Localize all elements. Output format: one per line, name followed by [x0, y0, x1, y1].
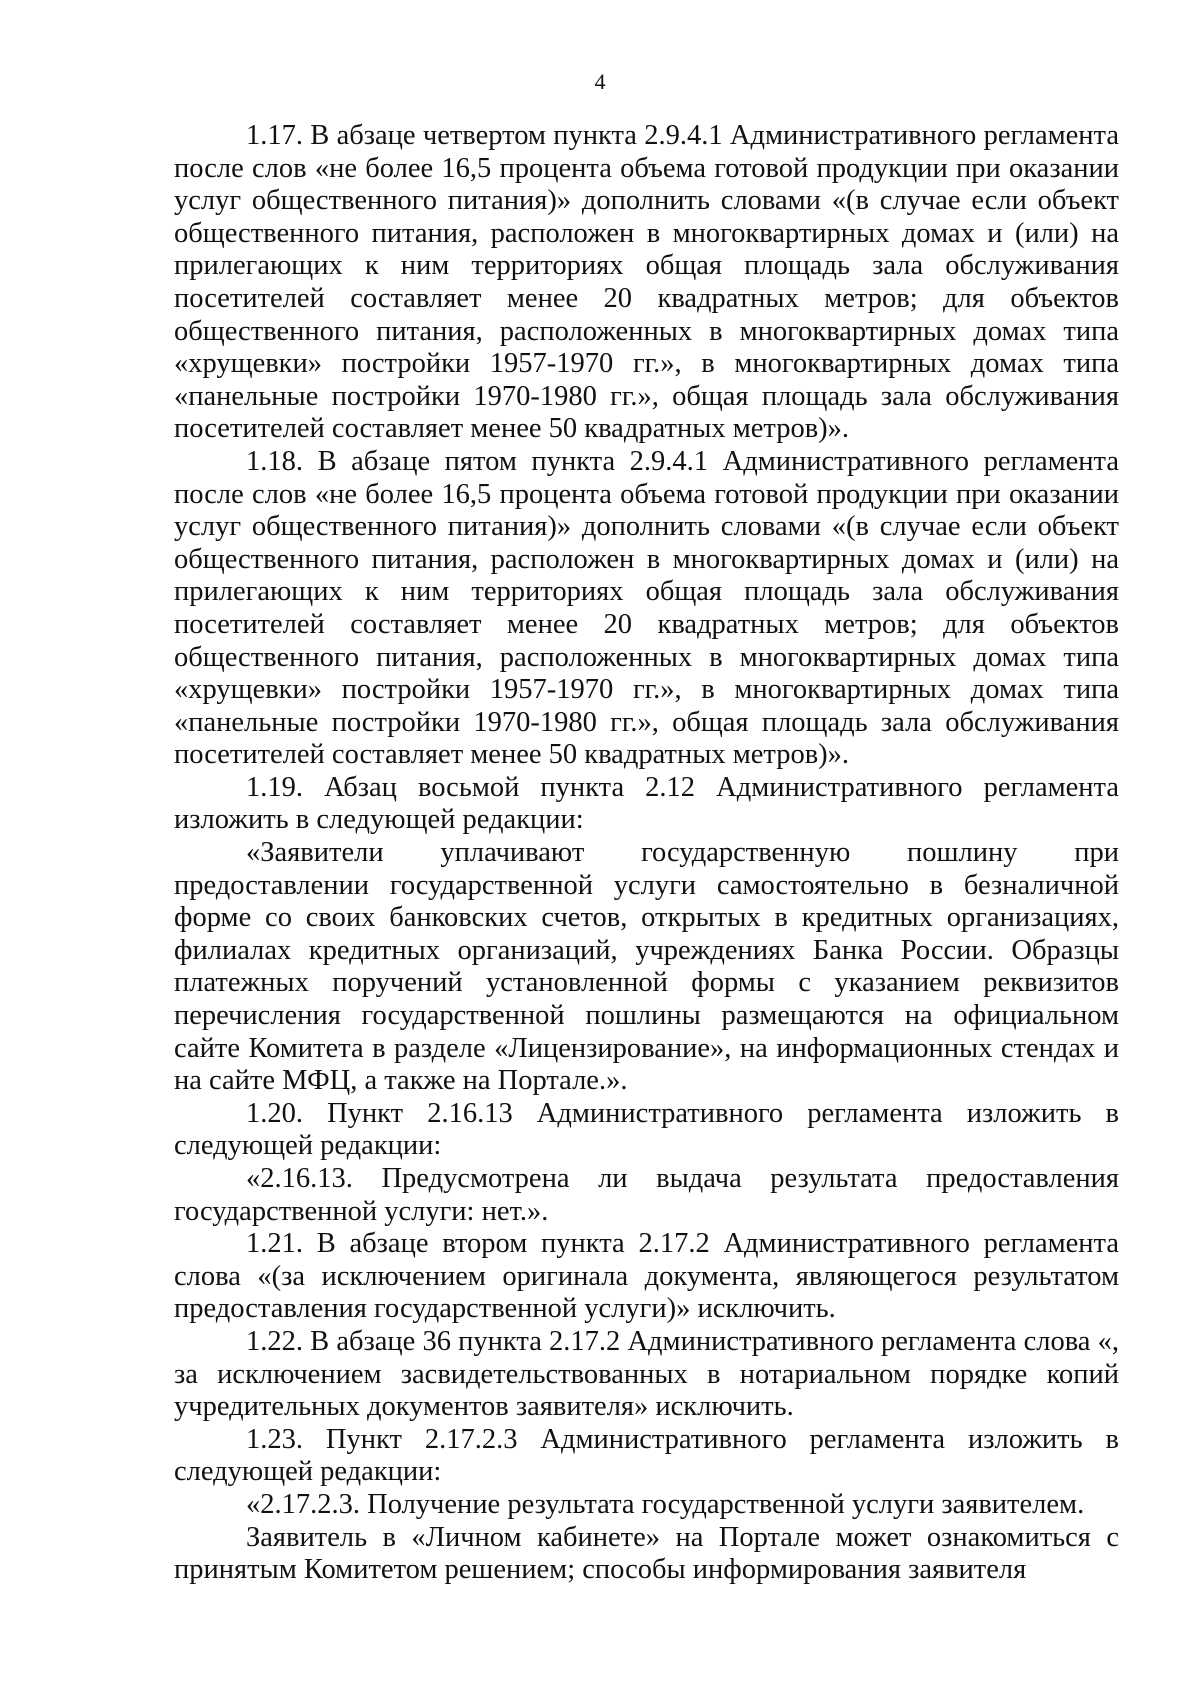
paragraph-1-18: 1.18. В абзаце пятом пункта 2.9.4.1 Административного регламента после слов «не более 16,5 процента объема готовой продукции при оказании услуг общественного питания)» дополнить словами «(в случае если объект общественного питания, расположен в многоквартирных домах и (или) на прилегающих к ним территориях общая площадь зала обслуживания посетителей составляет менее 20 квадратных метров; для объектов общественного питания, расположенных в многоквартирных домах типа «хрущевки» постройки 1957-1970 гг.», в многоквартирных домах типа «панельные постройки 1970-1980 гг.», общая площадь зала обслуживания посетителей составляет менее 50 квадратных метров)». — [174, 445, 1119, 771]
paragraph-1-19: 1.19. Абзац восьмой пункта 2.12 Административного регламента изложить в следующей редакции: — [174, 771, 1119, 836]
quoted-paragraph-2-16-13: «2.16.13. Предусмотрена ли выдача результата предоставления государственной услуги: нет.». — [174, 1163, 1119, 1227]
quoted-paragraph-2-17-2-3: «2.17.2.3. Получение результата государственной услуги заявителем. — [246, 1488, 1085, 1520]
paragraph-1-23: 1.23. Пункт 2.17.2.3 Административного регламента изложить в следующей редакции: — [174, 1423, 1119, 1488]
paragraph-1-22: 1.22. В абзаце 36 пункта 2.17.2 Административного регламента слова «, за исключением засвидетельствованных в нотариальном порядке копий учредительных документов заявителя» исключить. — [174, 1325, 1119, 1423]
document-body — [174, 120, 1119, 1587]
paragraph-1-17: 1.17. В абзаце четвертом пункта 2.9.4.1 Административного регламента после слов «не более 16,5 процента объема готовой продукции при оказании услуг общественного питания)» дополнить словами «(в случае если объект общественного питания, расположен в многоквартирных домах и (или) на прилегающих к ним территориях общая площадь зала обслуживания посетителей составляет менее 20 квадратных метров; для объектов общественного питания, расположенных в многоквартирных домах типа «хрущевки» постройки 1957-1970 гг.», в многоквартирных домах типа «панельные постройки 1970-1980 гг.», общая площадь зала обслуживания посетителей составляет менее 50 квадратных метров)». — [174, 120, 1119, 445]
quoted-paragraph-fee: «Заявители уплачивают государственную пошлину при предоставлении государственной услуги самостоятельно в безналичной форме со своих банковских счетов, открытых в кредитных организациях, филиалах кредитных организаций, учреждениях Банка России. Образцы платежных поручений установленной формы с указанием реквизитов перечисления государственной пошлины размещаются на официальном сайте Комитета в разделе «Лицензирование», на информационных стендах и на сайте МФЦ, а также на Портале.». — [174, 837, 1119, 1097]
paragraph-applicant-cabinet: Заявитель в «Личном кабинете» на Портале может ознакомиться с принятым Комитетом решением; способы информирования заявителя — [174, 1521, 1119, 1586]
page-number: 4 — [594, 69, 606, 94]
paragraph-1-21: 1.21. В абзаце втором пункта 2.17.2 Административного регламента слова «(за исключением оригинала документа, являющегося результатом предоставления государственной услуги)» исключить. — [174, 1228, 1119, 1325]
paragraph-1-20: 1.20. Пункт 2.16.13 Административного регламента изложить в следующей редакции: — [174, 1097, 1119, 1162]
